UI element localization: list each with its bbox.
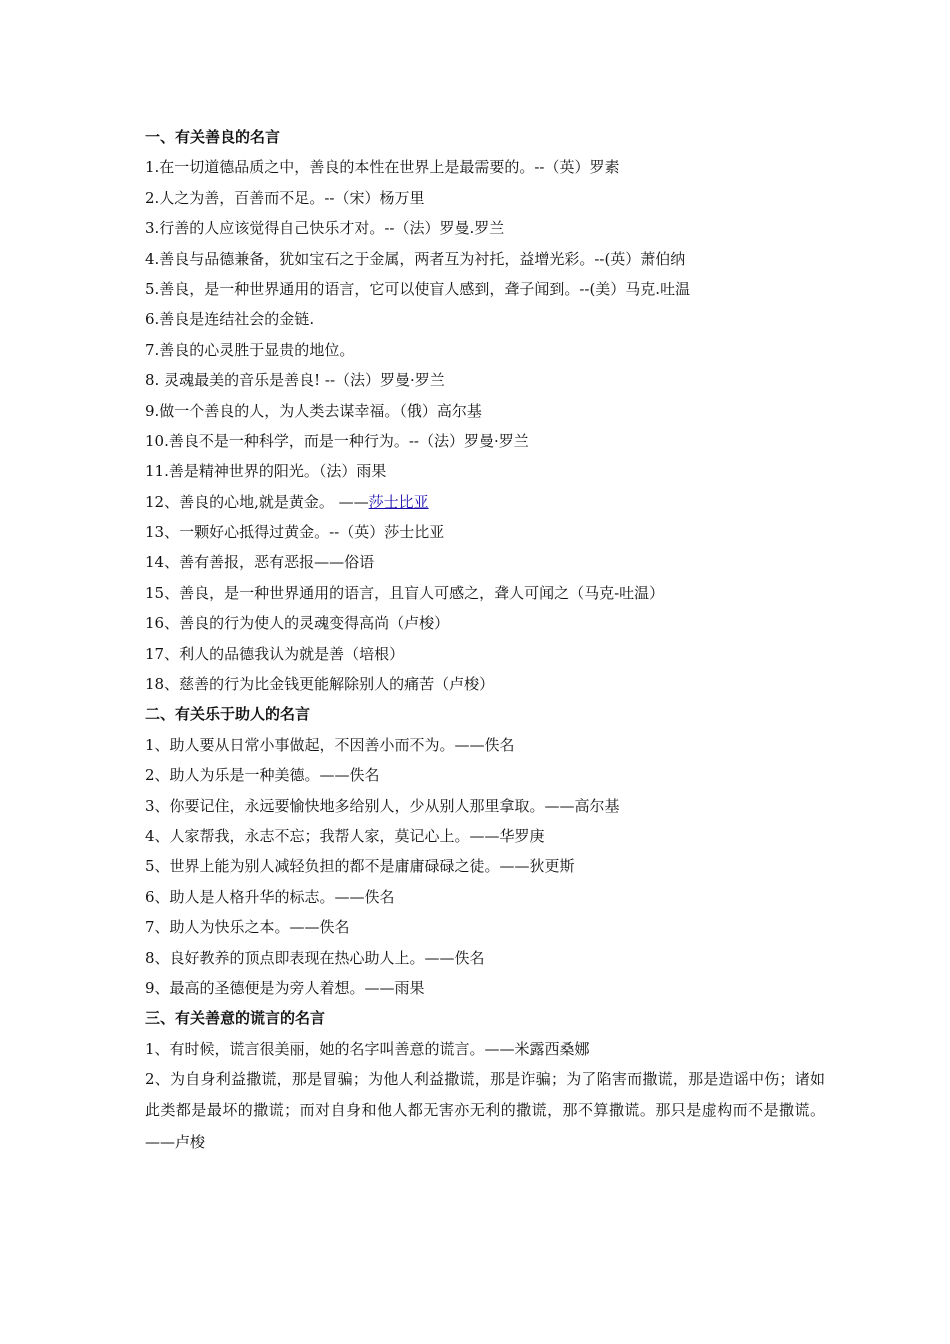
- quote-line: 6、助人是人格升华的标志。——佚名: [145, 887, 395, 906]
- quote-line: 5、世界上能为别人减轻负担的都不是庸庸碌碌之徒。——狄更斯: [145, 857, 575, 876]
- quote-line: 8. 灵魂最美的音乐是善良! --（法）罗曼·罗兰: [145, 371, 445, 390]
- quote-line: 7.善良的心灵胜于显贵的地位。: [145, 340, 355, 359]
- quote-line: 17、利人的品德我认为就是善（培根）: [145, 644, 405, 663]
- quote-line: 3、你要记住，永远要愉快地多给别人，少从别人那里拿取。——高尔基: [145, 796, 620, 815]
- quote-line: 13、一颗好心抵得过黄金。--（英）莎士比亚: [145, 523, 445, 542]
- quote-paragraph: 2、为自身利益撒谎，那是冒骗；为他人利益撒谎，那是诈骗；为了陷害而撒谎，那是造谣中伤；诸如此类都是最坏的撒谎；而对自身和他人都无害亦无利的撒谎，那不算撒谎。那只是虚构而不是撒谎。——卢梭: [145, 1070, 825, 1151]
- quote-line: 10.善良不是一种科学，而是一种行为。--（法）罗曼·罗兰: [145, 431, 529, 450]
- section-heading-kindness: 一、有关善良的名言: [145, 128, 281, 146]
- quote-line: 2、助人为乐是一种美德。——佚名: [145, 766, 380, 785]
- shakespeare-link[interactable]: 莎士比亚: [368, 492, 429, 511]
- quote-line: 1、有时候，谎言很美丽，她的名字叫善意的谎言。——米露西桑娜: [145, 1039, 590, 1058]
- quote-line: 11.善是精神世界的阳光。（法）雨果: [145, 462, 387, 481]
- quote-text: 12、善良的心地,就是黄金。 ——: [145, 492, 369, 511]
- quote-line: 3.行善的人应该觉得自己快乐才对。--（法）罗曼.罗兰: [145, 219, 505, 238]
- quote-line-with-link: [145, 487, 825, 517]
- quote-line: 18、慈善的行为比金钱更能解除别人的痛苦（卢梭）: [145, 675, 495, 694]
- quote-line: 9.做一个善良的人，为人类去谋幸福。（俄）高尔基: [145, 401, 482, 420]
- quote-line: 8、良好教养的顶点即表现在热心助人上。——佚名: [145, 948, 485, 967]
- quote-line: 7、助人为快乐之本。——佚名: [145, 918, 350, 937]
- quote-line: 4、人家帮我，永志不忘；我帮人家，莫记心上。——华罗庚: [145, 826, 545, 845]
- quote-line: 1、助人要从日常小事做起，不因善小而不为。——佚名: [145, 735, 515, 754]
- section-heading-white-lies: 三、有关善意的谎言的名言: [145, 1009, 326, 1028]
- quote-line: 9、最高的圣德便是为旁人着想。——雨果: [145, 978, 425, 997]
- section-heading-helping: 二、有关乐于助人的名言: [145, 705, 311, 724]
- quote-line: 15、善良，是一种世界通用的语言，且盲人可感之，聋人可闻之（马克-吐温）: [145, 583, 665, 602]
- quote-line: 2.人之为善，百善而不足。--（宋）杨万里: [145, 188, 425, 207]
- quote-line: 16、善良的行为使人的灵魂变得高尚（卢梭）: [145, 614, 450, 633]
- quote-line: 1.在一切道德品质之中，善良的本性在世界上是最需要的。--（英）罗素: [145, 158, 620, 177]
- quote-line: 14、善有善报，恶有恶报——俗语: [145, 553, 375, 572]
- quote-line: 6.善良是连结社会的金链.: [145, 310, 315, 329]
- document-page: [145, 122, 825, 1158]
- quote-line: 5.善良，是一种世界通用的语言，它可以使盲人感到，聋子闻到。--(美）马克.吐温: [145, 279, 691, 298]
- quote-line: 4.善良与品德兼备，犹如宝石之于金属，两者互为衬托，益增光彩。--(英）萧伯纳: [145, 249, 686, 268]
